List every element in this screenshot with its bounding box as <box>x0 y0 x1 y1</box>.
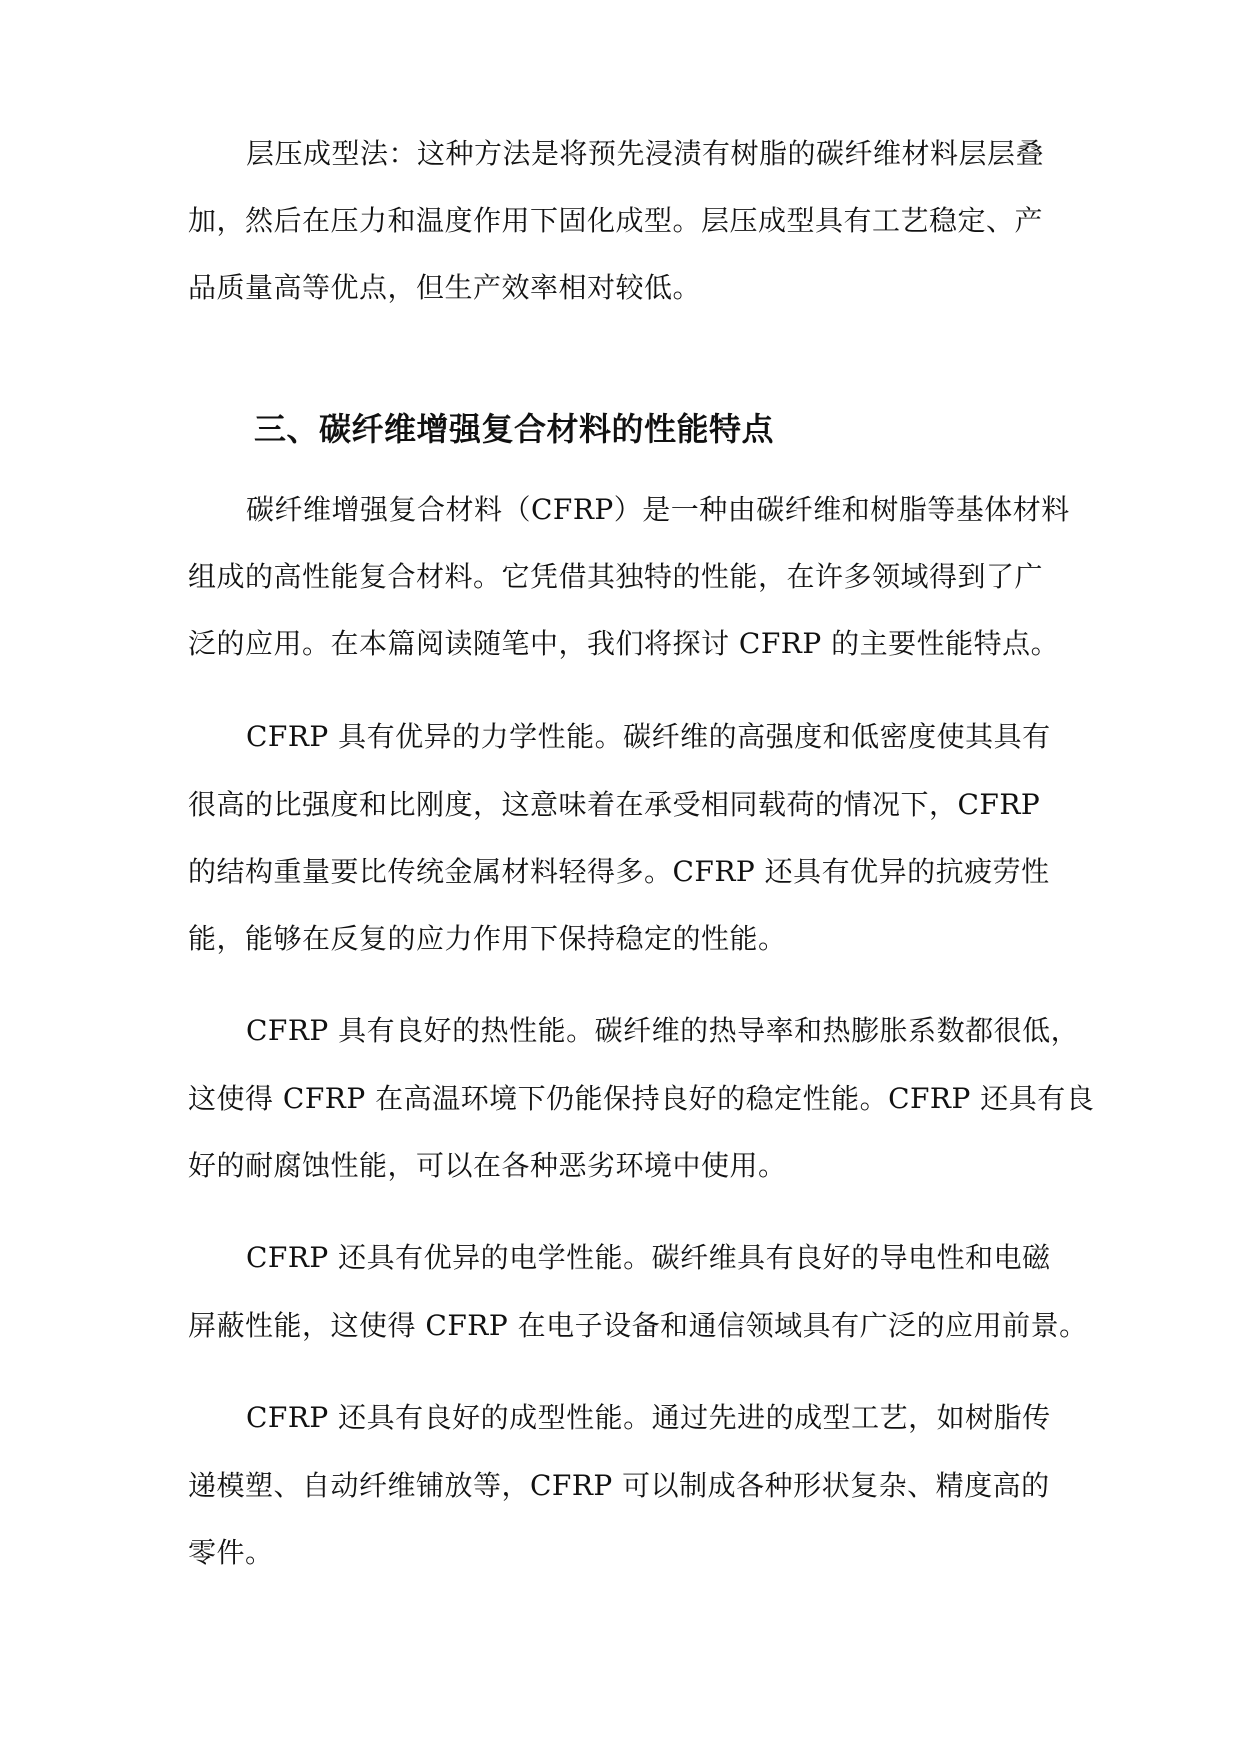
paragraph-line: 递模塑、自动纤维铺放等，CFRP 可以制成各种形状复杂、精度高的 <box>188 1469 1050 1502</box>
paragraph-line: 品质量高等优点，但生产效率相对较低。 <box>188 271 702 304</box>
paragraph-line: 能，能够在反复的应力作用下保持稳定的性能。 <box>188 922 787 955</box>
paragraph-line: 加，然后在压力和温度作用下固化成型。层压成型具有工艺稳定、产 <box>188 204 1044 237</box>
paragraph-line: 好的耐腐蚀性能，可以在各种恶劣环境中使用。 <box>188 1149 787 1182</box>
paragraph-line: 泛的应用。在本篇阅读随笔中，我们将探讨 CFRP 的主要性能特点。 <box>188 627 1060 660</box>
paragraph-line: CFRP 具有优异的力学性能。碳纤维的高强度和低密度使其具有 <box>246 720 1051 753</box>
paragraph-line: CFRP 还具有优异的电学性能。碳纤维具有良好的导电性和电磁 <box>246 1241 1051 1274</box>
paragraph-line: CFRP 具有良好的热性能。碳纤维的热导率和热膨胀系数都很低， <box>246 1014 1080 1047</box>
section-heading: 三、碳纤维增强复合材料的性能特点 <box>254 410 775 448</box>
paragraph-line: 屏蔽性能，这使得 CFRP 在电子设备和通信领域具有广泛的应用前景。 <box>188 1309 1088 1342</box>
paragraph-line: 的结构重量要比传统金属材料轻得多。CFRP 还具有优异的抗疲劳性 <box>188 855 1050 888</box>
paragraph-line: 组成的高性能复合材料。它凭借其独特的性能，在许多领域得到了广 <box>188 560 1044 593</box>
paragraph-line: 零件。 <box>188 1536 274 1569</box>
paragraph-line: 层压成型法：这种方法是将预先浸渍有树脂的碳纤维材料层层叠 <box>246 137 1045 170</box>
paragraph-line: CFRP 还具有良好的成型性能。通过先进的成型工艺，如树脂传 <box>246 1401 1051 1434</box>
paragraph-line: 碳纤维增强复合材料（CFRP）是一种由碳纤维和树脂等基体材料 <box>246 493 1070 526</box>
paragraph-line: 这使得 CFRP 在高温环境下仍能保持良好的稳定性能。CFRP 还具有良 <box>188 1082 1095 1115</box>
paragraph-line: 很高的比强度和比刚度，这意味着在承受相同载荷的情况下，CFRP <box>188 788 1041 821</box>
